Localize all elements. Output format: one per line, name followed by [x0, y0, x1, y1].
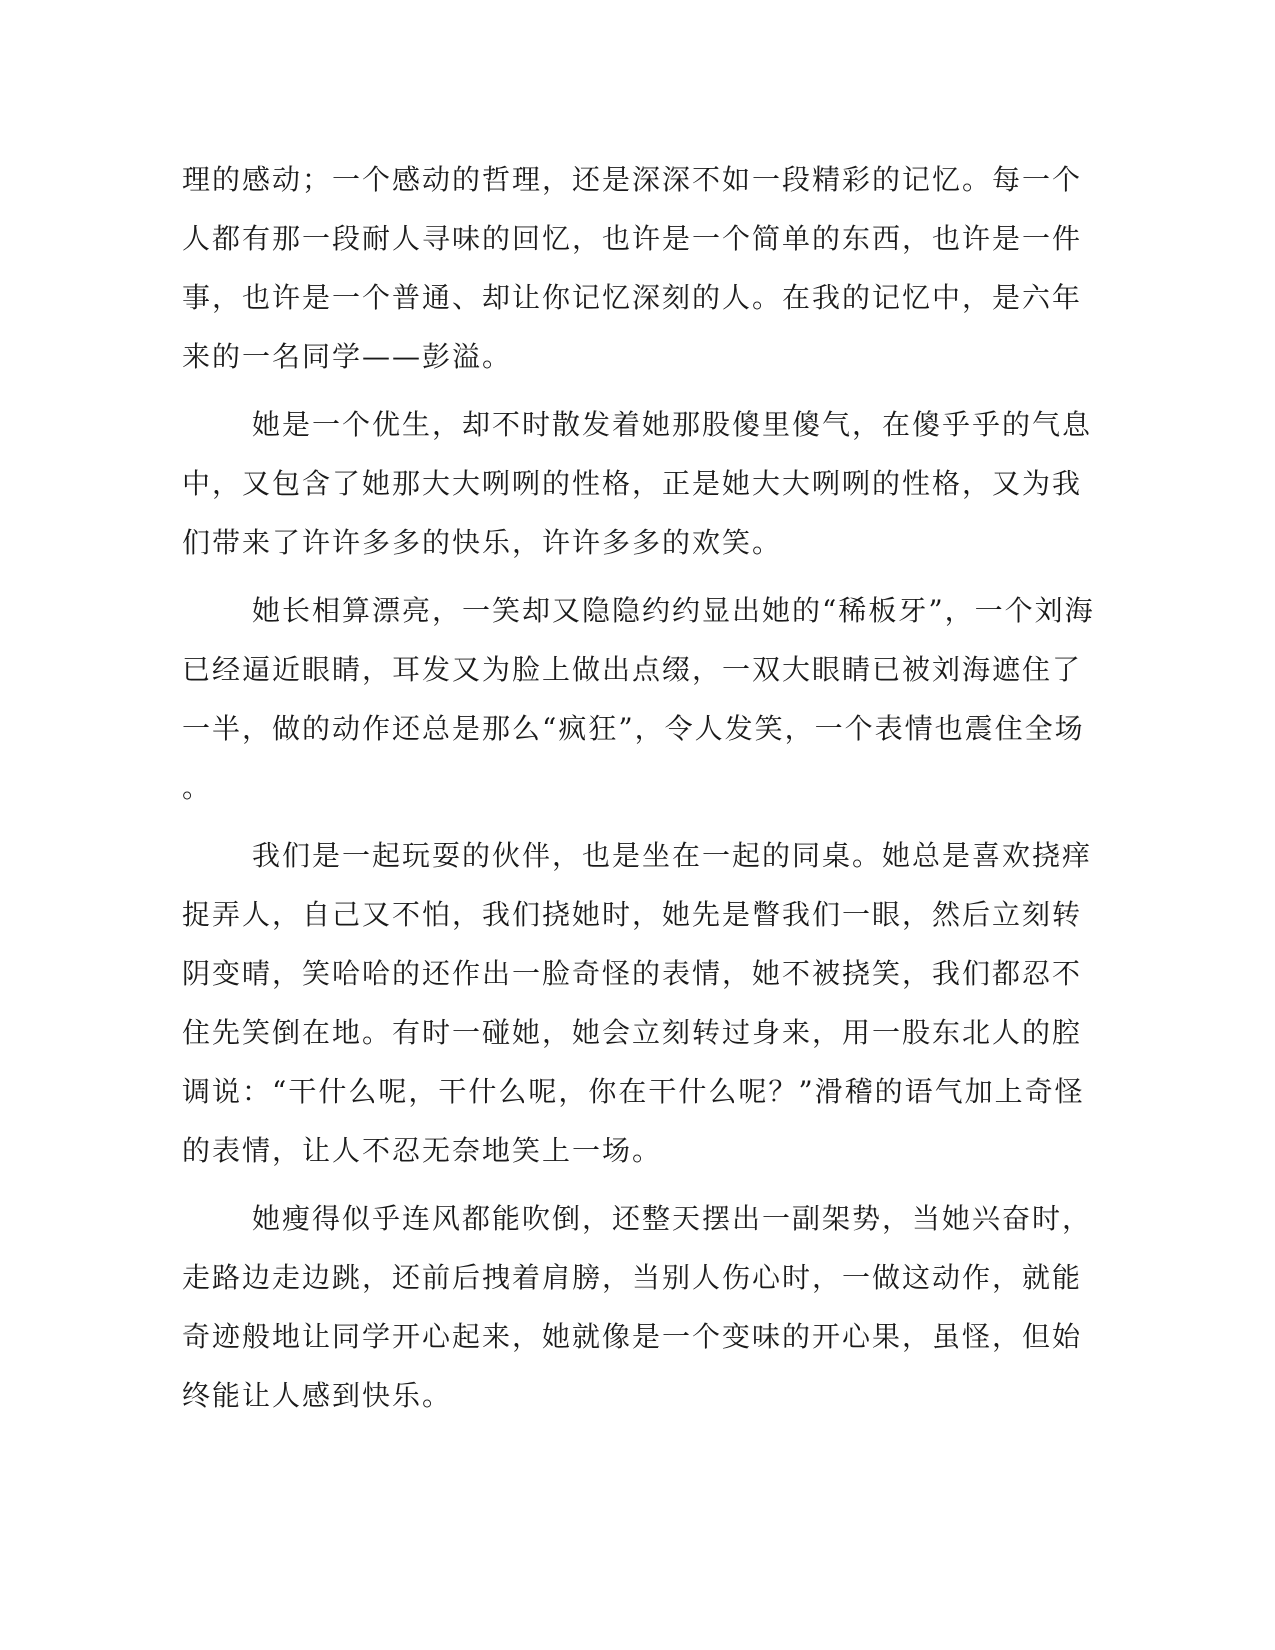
text-line: 她是一个优生，却不时散发着她那股傻里傻气，在傻乎乎的气息	[252, 408, 1093, 441]
text-line: 事，也许是一个普通、却让你记忆深刻的人。在我的记忆中，是六年	[182, 281, 1083, 314]
text-line: 。	[182, 771, 213, 804]
text-line: 来的一名同学——彭溢。	[182, 340, 513, 373]
text-line: 住先笑倒在地。有时一碰她，她会立刻转过身来，用一股东北人的腔	[182, 1016, 1083, 1049]
text-line: 她长相算漂亮，一笑却又隐隐约约显出她的“稀板牙”，一个刘海	[252, 594, 1095, 627]
text-line: 调说：“干什么呢，干什么呢，你在干什么呢？”滑稽的语气加上奇怪	[182, 1075, 1085, 1108]
text-line: 已经逼近眼睛，耳发又为脸上做出点缀，一双大眼睛已被刘海遮住了	[182, 653, 1083, 686]
paragraph-4	[182, 826, 1093, 1180]
text-line: 人都有那一段耐人寻味的回忆，也许是一个简单的东西，也许是一件	[182, 222, 1083, 255]
text-line: 阴变晴，笑哈哈的还作出一脸奇怪的表情，她不被挠笑，我们都忍不	[182, 957, 1083, 990]
paragraph-2	[182, 395, 1093, 572]
text-line: 走路边走边跳，还前后拽着肩膀，当别人伤心时，一做这动作，就能	[182, 1261, 1083, 1294]
text-line: 我们是一起玩耍的伙伴，也是坐在一起的同桌。她总是喜欢挠痒	[252, 839, 1093, 872]
document-body	[182, 150, 1095, 1434]
text-line: 一半，做的动作还总是那么“疯狂”，令人发笑，一个表情也震住全场	[182, 712, 1085, 745]
text-line: 中，又包含了她那大大咧咧的性格，正是她大大咧咧的性格，又为我	[182, 467, 1083, 500]
text-line: 她瘦得似乎连风都能吹倒，还整天摆出一副架势，当她兴奋时，	[252, 1202, 1093, 1235]
paragraph-5	[182, 1189, 1093, 1425]
paragraph-3	[182, 581, 1095, 817]
text-line: 理的感动；一个感动的哲理，还是深深不如一段精彩的记忆。每一个	[182, 163, 1083, 196]
paragraph-1	[182, 150, 1083, 386]
text-line: 的表情，让人不忍无奈地笑上一场。	[182, 1134, 663, 1167]
text-line: 奇迹般地让同学开心起来，她就像是一个变味的开心果，虽怪，但始	[182, 1320, 1083, 1353]
text-line: 们带来了许许多多的快乐，许许多多的欢笑。	[182, 526, 783, 559]
text-line: 终能让人感到快乐。	[182, 1379, 453, 1412]
text-line: 捉弄人，自己又不怕，我们挠她时，她先是瞥我们一眼，然后立刻转	[182, 898, 1083, 931]
